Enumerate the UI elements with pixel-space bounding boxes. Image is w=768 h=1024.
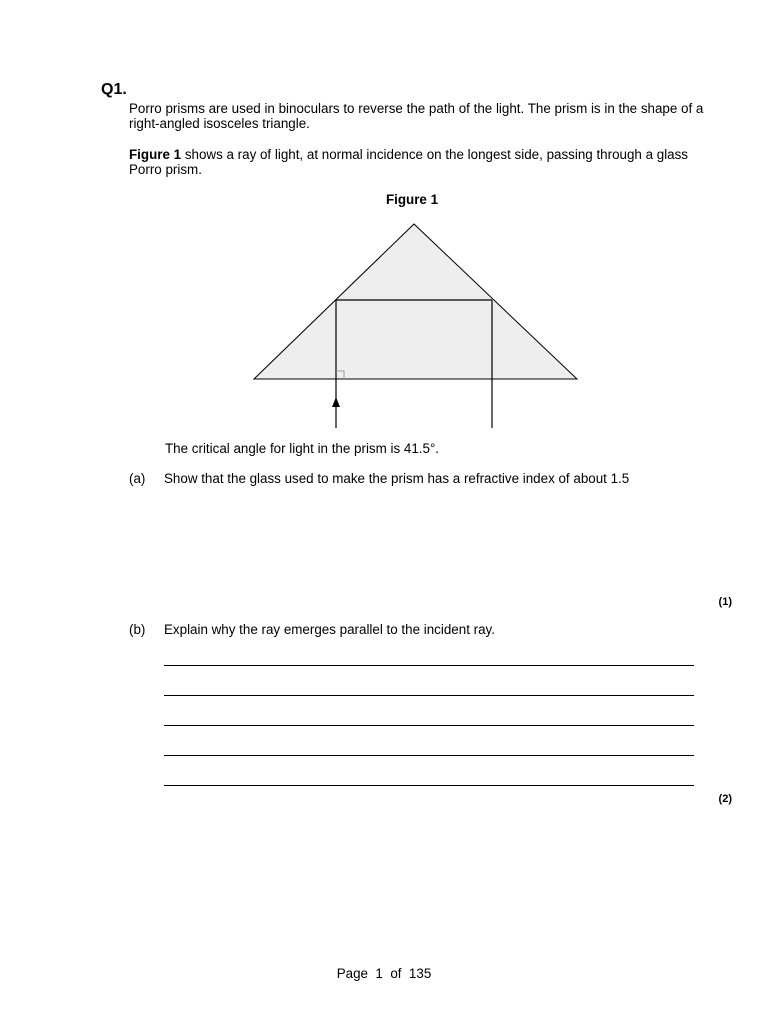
figure-title: Figure 1 (385, 192, 439, 207)
page-number: Page 1 of 135 (336, 966, 432, 981)
part-a-marks: (1) (718, 596, 732, 608)
answer-line-3[interactable] (164, 725, 694, 726)
part-b-text: Explain why the ray emerges parallel to the incident ray. (164, 622, 495, 637)
prism-triangle (254, 224, 577, 379)
ray-arrow-head (332, 397, 340, 407)
figure-ref-rest: shows a ray of light, at normal incidence on the longest side, passing through a glass Porro prism. (129, 147, 689, 177)
answer-line-2[interactable] (164, 695, 694, 696)
part-b-label: (b) (129, 622, 146, 637)
part-a-text: Show that the glass used to make the prism has a refractive index of about 1.5 (164, 471, 630, 486)
answer-line-1[interactable] (164, 665, 694, 666)
answer-line-5[interactable] (164, 785, 694, 786)
part-a-label: (a) (129, 471, 146, 486)
answer-line-4[interactable] (164, 755, 694, 756)
critical-angle-statement: The critical angle for light in the prism is 41.5°. (165, 441, 440, 456)
question-intro: Porro prisms are used in binoculars to reverse the path of the light. The prism is in the shape of a right-angled isosceles triangle. (129, 101, 704, 131)
part-b-marks: (2) (718, 793, 732, 805)
porro-prism-figure (250, 220, 580, 430)
question-number: Q1. (101, 81, 127, 98)
figure-ref-bold: Figure 1 (129, 147, 182, 162)
figure-description (129, 147, 709, 177)
